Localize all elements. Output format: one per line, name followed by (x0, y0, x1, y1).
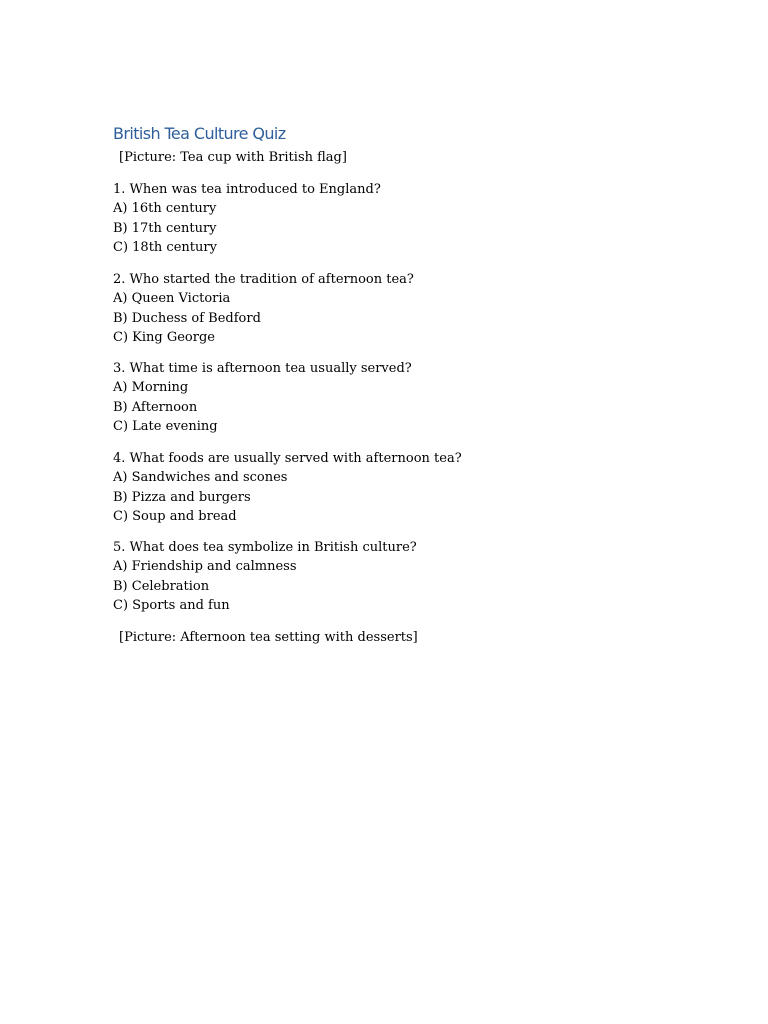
answer-option: A) Morning (113, 380, 189, 396)
answer-option: B) Pizza and burgers (113, 489, 251, 505)
answer-option: C) Sports and fun (113, 597, 230, 613)
answer-option: B) 17th century (113, 220, 217, 236)
answer-option: C) Late evening (113, 418, 218, 434)
question-text: 5. What does tea symbolize in British culture? (113, 540, 417, 555)
quiz-question-1 (113, 180, 381, 257)
question-text: 4. What foods are usually served with afternoon tea? (113, 451, 462, 466)
answer-option: A) Friendship and calmness (113, 559, 297, 575)
answer-option: B) Celebration (113, 578, 210, 594)
answer-option: B) Afternoon (113, 399, 198, 415)
question-text: 1. When was tea introduced to England? (113, 182, 381, 197)
picture-placeholder-afternoon-tea: [Picture: Afternoon tea setting with desserts] (119, 630, 418, 645)
answer-option: C) King George (113, 329, 215, 345)
answer-option: A) 16th century (113, 201, 217, 217)
question-text: 2. Who started the tradition of afternoon tea? (113, 272, 414, 287)
answer-option: A) Queen Victoria (113, 291, 231, 307)
question-text: 3. What time is afternoon tea usually served? (113, 361, 412, 376)
answer-option: B) Duchess of Bedford (113, 310, 261, 326)
answer-option: C) Soup and bread (113, 508, 237, 524)
quiz-question-5 (113, 538, 417, 615)
answer-option: A) Sandwiches and scones (113, 470, 288, 486)
document-title: British Tea Culture Quiz (113, 124, 286, 143)
quiz-question-2 (113, 270, 414, 347)
picture-placeholder-teacup: [Picture: Tea cup with British flag] (119, 150, 347, 165)
answer-option: C) 18th century (113, 239, 217, 255)
quiz-question-4 (113, 449, 462, 526)
quiz-question-3 (113, 359, 412, 436)
